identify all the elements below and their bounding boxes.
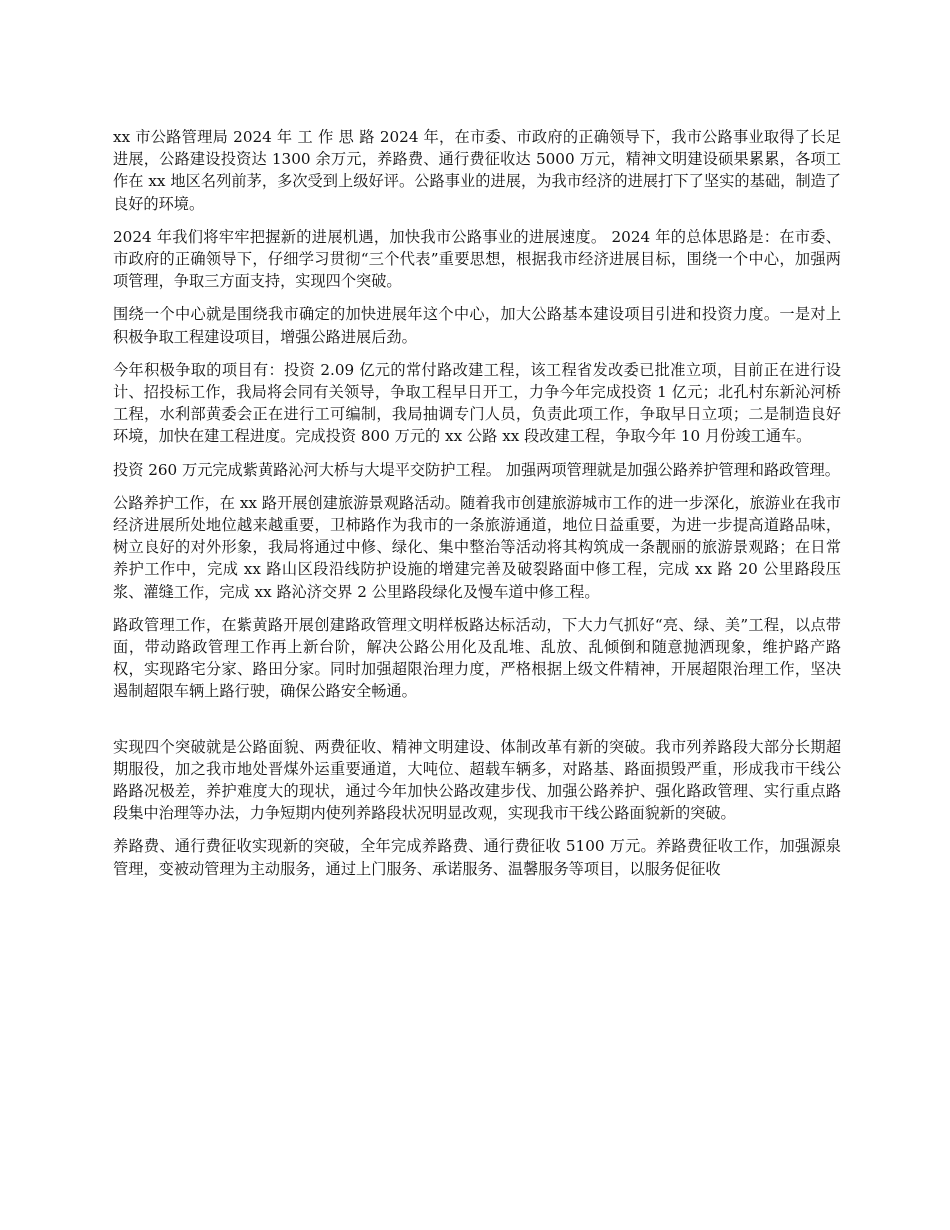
paragraph-four-breakthroughs: 实现四个突破就是公路面貌、两费征收、精神文明建设、体制改革有新的突破。我市列养路段大部分长期超期服役，加之我市地处晋煤外运重要通道，大吨位、超载车辆多，对路基、路面损毁严重，形成我市干线公路路况极差，养护难度大的现状，通过今年加快公路改建步伐、加强公路养护、强化路政管理、实行重点路段集中治理等办法，力争短期内使列养路段状况明显改观，实现我市干线公路面貌新的突破。 (113, 737, 841, 823)
paragraph-overall-approach: 2024 年我们将牢牢把握新的进展机遇，加快我市公路事业的进展速度。 2024 年的总体思路是：在市委、市政府的正确领导下，仔细学习贯彻“三个代表”重要思想，根据我市经济进展目标，围绕一个中心，加强两项管理，争取三方面支持，实现四个突破。 (113, 227, 841, 291)
paragraph-road-maintenance: 公路养护工作，在 xx 路开展创建旅游景观路活动。随着我市创建旅游城市工作的进一步深化，旅游业在我市经济进展所处地位越来越重要，卫柿路作为我市的一条旅游通道，地位日益重要，为进一步提高道路品味，树立良好的对外形象，我局将通过中修、绿化、集中整治等活动将其构筑成一条靓丽的旅游景观路；在日常养护工作中，完成 xx 路山区段沿线防护设施的增建完善及破裂路面中修工程，完成 xx 路 20 公里路段压浆、灌缝工作，完成 xx 路沁济交界 2 公里路段绿化及慢车道中修工程。 (113, 493, 841, 601)
paragraph-intro: xx 市公路管理局 2024 年 工 作 思 路 2024 年，在市委、市政府的正确领导下，我市公路事业取得了长足进展，公路建设投资达 1300 余万元，养路费、通行费征收达 5000 万元，精神文明建设硕果累累，各项工作在 xx 地区名列前茅，多次受到上级好评。公路事业的进展，为我市经济的进展打下了坚实的基础，制造了良好的环境。 (113, 128, 841, 213)
paragraph-one-center: 围绕一个中心就是围绕我市确定的加快进展年这个中心，加大公路基本建设项目引进和投资力度。一是对上积极争取工程建设项目，增强公路进展后劲。 (113, 305, 841, 346)
paragraph-projects: 今年积极争取的项目有：投资 2.09 亿元的常付路改建工程，该工程省发改委已批准立项，目前正在进行设计、招投标工作，我局将会同有关领导，争取工程早日开工，力争今年完成投资 1 亿元；北孔村东新沁河桥工程，水利部黄委会正在进行工可编制，我局抽调专门人员，负责此项工作，争取早日立项；二是制造良好环境，加快在建工程进度。完成投资 800 万元的 xx 公路 xx 段改建工程，争取今年 10 月份竣工通车。 (113, 360, 841, 446)
paragraph-road-administration: 路政管理工作，在紫黄路开展创建路政管理文明样板路达标活动，下大力气抓好“亮、绿、美”工程，以点带面，带动路政管理工作再上新台阶，解决公路公用化及乱堆、乱放、乱倾倒和随意抛洒现象，维护路产路权，实现路宅分家、路田分家。同时加强超限治理力度，严格根据上级文件精神，开展超限治理工作，坚决遏制超限车辆上路行驶，确保公路安全畅通。 (113, 615, 841, 701)
paragraph-fee-collection: 养路费、通行费征收实现新的突破，全年完成养路费、通行费征收 5100 万元。养路费征收工作，加强源泉管理，变被动管理为主动服务，通过上门服务、承诺服务、温馨服务等项目，以服务促征收 (113, 837, 841, 878)
paragraph-two-managements: 投资 260 万元完成紫黄路沁河大桥与大堤平交防护工程。 加强两项管理就是加强公路养护管理和路政管理。 (113, 460, 840, 479)
document-body (113, 126, 841, 891)
